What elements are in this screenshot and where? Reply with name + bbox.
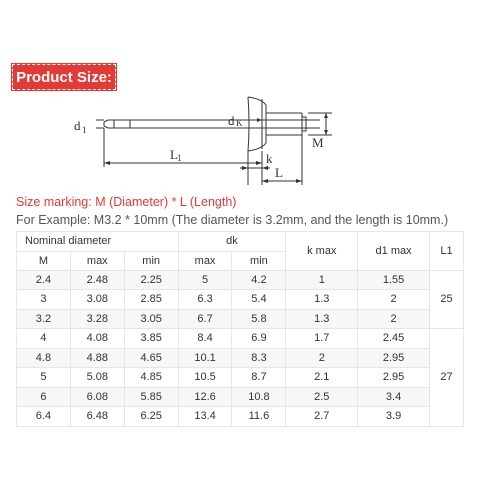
cell: 3.05 — [124, 309, 178, 329]
header-dk: dk — [178, 232, 286, 252]
cell: 6.9 — [232, 329, 286, 349]
table-row — [17, 348, 464, 368]
cell: 5 — [17, 368, 71, 388]
header-nominal-diameter: Nominal diameter — [17, 232, 179, 252]
cell: 6.3 — [178, 290, 232, 310]
cell: 5 — [178, 270, 232, 290]
cell: 11.6 — [232, 407, 286, 427]
subheader-dk-max: max — [178, 251, 232, 270]
cell: 1.3 — [286, 290, 358, 310]
label-dk: d — [228, 113, 235, 128]
label-m: M — [312, 135, 324, 150]
table-row — [17, 309, 464, 329]
cell: 4.85 — [124, 368, 178, 388]
cell: 1.7 — [286, 329, 358, 349]
size-marking-text: Size marking: M (Diameter) * L (Length) — [16, 195, 237, 209]
label-d1-sub: 1 — [82, 125, 87, 135]
cell: 3.2 — [17, 309, 71, 329]
cell: 6.25 — [124, 407, 178, 427]
cell: 3.85 — [124, 329, 178, 349]
label-k: k — [266, 151, 273, 166]
cell: 12.6 — [178, 387, 232, 407]
cell: 5.08 — [70, 368, 124, 388]
header-d1-max: d1 max — [358, 232, 430, 271]
cell: 8.7 — [232, 368, 286, 388]
table-row — [17, 329, 464, 349]
header-l1: L1 — [429, 232, 463, 271]
cell: 2.95 — [358, 368, 430, 388]
table-row — [17, 290, 464, 310]
cell: 5.85 — [124, 387, 178, 407]
l1-cell: 25 — [429, 270, 463, 329]
label-l1-sub: 1 — [177, 153, 182, 163]
cell: 4 — [17, 329, 71, 349]
cell: 3.9 — [358, 407, 430, 427]
cell: 4.65 — [124, 348, 178, 368]
cell: 1.55 — [358, 270, 430, 290]
cell: 6.7 — [178, 309, 232, 329]
cell: 3.4 — [358, 387, 430, 407]
cell: 2 — [358, 290, 430, 310]
size-table — [16, 231, 464, 427]
cell: 6.48 — [70, 407, 124, 427]
cell: 2.4 — [17, 270, 71, 290]
label-l1: L — [170, 147, 178, 162]
cell: 5.4 — [232, 290, 286, 310]
l1-cell: 27 — [429, 329, 463, 427]
rivet-drawing — [0, 95, 480, 195]
label-l: L — [275, 165, 283, 180]
cell: 1.3 — [286, 309, 358, 329]
cell: 2 — [358, 309, 430, 329]
label-d1: d — [74, 118, 81, 133]
cell: 6 — [17, 387, 71, 407]
subheader-dk-min: min — [232, 251, 286, 270]
cell: 2.45 — [358, 329, 430, 349]
table-row — [17, 368, 464, 388]
cell: 4.2 — [232, 270, 286, 290]
cell: 3.28 — [70, 309, 124, 329]
cell: 4.8 — [17, 348, 71, 368]
cell: 2 — [286, 348, 358, 368]
cell: 2.25 — [124, 270, 178, 290]
cell: 8.3 — [232, 348, 286, 368]
cell: 2.7 — [286, 407, 358, 427]
cell: 13.4 — [178, 407, 232, 427]
table-row — [17, 270, 464, 290]
cell: 6.08 — [70, 387, 124, 407]
subheader-max: max — [70, 251, 124, 270]
cell: 8.4 — [178, 329, 232, 349]
cell: 2.1 — [286, 368, 358, 388]
cell: 5.8 — [232, 309, 286, 329]
table-row — [17, 407, 464, 427]
cell: 2.85 — [124, 290, 178, 310]
cell: 2.48 — [70, 270, 124, 290]
table-row — [17, 387, 464, 407]
cell: 10.1 — [178, 348, 232, 368]
cell: 4.88 — [70, 348, 124, 368]
label-dk-sub: K — [236, 118, 243, 128]
header-k-max: k max — [286, 232, 358, 271]
cell: 10.5 — [178, 368, 232, 388]
cell: 10.8 — [232, 387, 286, 407]
subheader-m: M — [17, 251, 71, 270]
cell: 3 — [17, 290, 71, 310]
cell: 2.95 — [358, 348, 430, 368]
subheader-min: min — [124, 251, 178, 270]
example-text: For Example: M3.2 * 10mm (The diameter is 3.2mm, and the length is 10mm.) — [16, 213, 449, 227]
cell: 6.4 — [17, 407, 71, 427]
cell: 4.08 — [70, 329, 124, 349]
cell: 1 — [286, 270, 358, 290]
product-size-title: Product Size: — [12, 64, 116, 90]
cell: 3.08 — [70, 290, 124, 310]
rivet-diagram — [0, 95, 480, 195]
cell: 2.5 — [286, 387, 358, 407]
